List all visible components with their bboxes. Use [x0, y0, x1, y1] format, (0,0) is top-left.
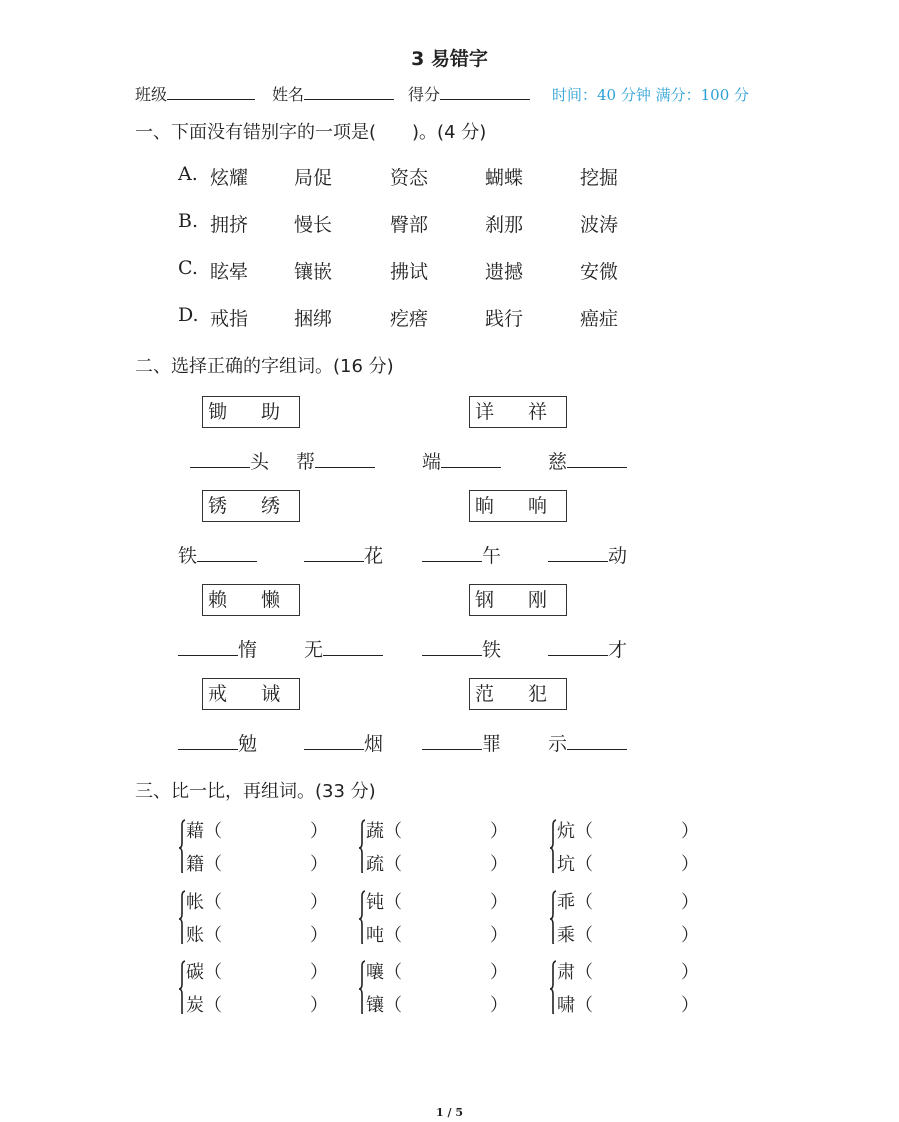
answer-blank[interactable]: [567, 731, 627, 750]
q1-option-word: 蝴蝶: [485, 167, 524, 189]
score-label: 得分: [408, 85, 441, 104]
time-info: 时间：40 分钟 满分：100 分: [552, 86, 750, 104]
q2-fill-char: 烟: [364, 733, 384, 755]
q3-char: 乘: [557, 925, 575, 946]
q2-fill-item: [296, 447, 375, 474]
q2-fill-char: 惰: [238, 639, 258, 661]
paren-open: （: [204, 854, 222, 875]
q1-option-word: 戒指: [210, 308, 249, 330]
answer-blank[interactable]: [304, 731, 364, 750]
q3-char-item: [557, 888, 699, 914]
paren-open: （: [204, 925, 222, 946]
paren-close: ）: [490, 995, 508, 1016]
q2-fill-char: 勉: [238, 733, 258, 755]
q3-char: 碳: [186, 962, 204, 983]
q3-char-item: [557, 817, 699, 843]
brace-icon: [179, 819, 185, 873]
q2-fill-char: 动: [608, 545, 628, 567]
q2-fill-item: [304, 541, 383, 568]
q3-char-item: [186, 921, 328, 947]
page-title: 3 易错字: [411, 48, 488, 70]
q3-char-item: [557, 850, 699, 876]
paren-open: （: [204, 821, 222, 842]
paren-close: ）: [681, 962, 699, 983]
q2-right-char-box: 钢 刚: [469, 584, 567, 616]
answer-blank[interactable]: [422, 731, 482, 750]
q1-option-word: 遗撼: [485, 261, 524, 283]
brace-icon: [179, 890, 185, 944]
paren-open: （: [384, 821, 402, 842]
paren-close: ）: [490, 925, 508, 946]
q3-char: 坑: [557, 854, 575, 875]
q2-fill-char: 示: [548, 733, 568, 755]
paren-close: ）: [490, 854, 508, 875]
paren-open: （: [575, 892, 593, 913]
q1-option-word: 癌症: [580, 308, 619, 330]
q2-fill-char: 慈: [548, 451, 568, 473]
q2-fill-item: [548, 541, 627, 568]
q1-option-word: 慢长: [294, 214, 333, 236]
q3-char: 蔬: [366, 821, 384, 842]
name-blank[interactable]: [304, 85, 394, 100]
q1-option-letter[interactable]: B.: [178, 210, 199, 232]
answer-blank[interactable]: [190, 449, 250, 468]
q3-title: 三、比一比，再组词。(33 分): [135, 781, 376, 802]
q2-left-char-box: 锈 绣: [202, 490, 300, 522]
q1-title: 一、下面没有错别字的一项是( )。(4 分): [135, 122, 487, 143]
q3-char: 啸: [557, 995, 575, 1016]
brace-icon: [550, 960, 556, 1014]
q3-char-item: [366, 958, 508, 984]
q1-option-letter[interactable]: D.: [178, 304, 199, 326]
q3-char-item: [186, 958, 328, 984]
q3-char-item: [557, 958, 699, 984]
paren-close: ）: [681, 821, 699, 842]
q1-option-word: 眩晕: [210, 261, 249, 283]
brace-icon: [359, 890, 365, 944]
q2-fill-item: [178, 541, 257, 568]
paren-close: ）: [310, 821, 328, 842]
q2-fill-char: 午: [482, 545, 502, 567]
q2-fill-char: 端: [422, 451, 442, 473]
q1-option-word: 疙瘩: [390, 308, 429, 330]
answer-blank[interactable]: [304, 543, 364, 562]
q3-char: 吨: [366, 925, 384, 946]
q2-fill-char: 花: [364, 545, 384, 567]
paren-open: （: [575, 995, 593, 1016]
answer-blank[interactable]: [567, 449, 627, 468]
q2-fill-item: [178, 635, 257, 662]
q3-char-item: [186, 991, 328, 1017]
q1-option-word: 刹那: [485, 214, 524, 236]
brace-icon: [550, 890, 556, 944]
q1-option-word: 资态: [390, 167, 429, 189]
paren-open: （: [384, 854, 402, 875]
paren-close: ）: [310, 995, 328, 1016]
q3-char-item: [366, 817, 508, 843]
paren-close: ）: [681, 925, 699, 946]
class-label: 班级: [135, 85, 168, 104]
paren-close: ）: [490, 962, 508, 983]
q3-char-item: [366, 850, 508, 876]
paren-close: ）: [681, 854, 699, 875]
name-label: 姓名: [272, 85, 305, 104]
paren-open: （: [204, 995, 222, 1016]
paren-open: （: [204, 962, 222, 983]
paren-open: （: [384, 962, 402, 983]
q1-option-word: 安微: [580, 261, 619, 283]
paren-open: （: [204, 892, 222, 913]
paren-open: （: [575, 854, 593, 875]
q3-char: 炭: [186, 995, 204, 1016]
q3-char: 肃: [557, 962, 575, 983]
q2-left-char-box: 赖 懒: [202, 584, 300, 616]
q2-fill-char: 铁: [482, 639, 502, 661]
q3-char-item: [557, 921, 699, 947]
q1-option-word: 镶嵌: [294, 261, 333, 283]
q3-char: 账: [186, 925, 204, 946]
q3-char: 钝: [366, 892, 384, 913]
q2-left-char-box: 锄 助: [202, 396, 300, 428]
answer-blank[interactable]: [422, 637, 482, 656]
q1-option-word: 拂试: [390, 261, 429, 283]
q2-fill-item: [422, 541, 501, 568]
q3-char: 乖: [557, 892, 575, 913]
paren-close: ）: [310, 854, 328, 875]
q3-char-item: [366, 991, 508, 1017]
q1-option-letter[interactable]: C.: [178, 257, 198, 279]
q2-fill-item: [178, 729, 257, 756]
q2-fill-char: 头: [250, 451, 270, 473]
q2-fill-char: 才: [608, 639, 628, 661]
q2-left-char-box: 戒 诫: [202, 678, 300, 710]
paren-close: ）: [681, 995, 699, 1016]
q3-char-item: [186, 817, 328, 843]
paren-close: ）: [310, 925, 328, 946]
paren-open: （: [575, 821, 593, 842]
paren-close: ）: [490, 821, 508, 842]
q2-fill-item: [422, 447, 501, 474]
q3-char-item: [186, 850, 328, 876]
q2-fill-item: [548, 729, 627, 756]
q3-char: 炕: [557, 821, 575, 842]
q2-fill-item: [190, 447, 269, 474]
answer-blank[interactable]: [197, 543, 257, 562]
answer-blank[interactable]: [315, 449, 375, 468]
q1-option-word: 炫耀: [210, 167, 249, 189]
paren-open: （: [575, 925, 593, 946]
q3-char: 疏: [366, 854, 384, 875]
paren-close: ）: [310, 962, 328, 983]
answer-blank[interactable]: [178, 637, 238, 656]
q2-fill-item: [422, 729, 501, 756]
q2-fill-item: [548, 447, 627, 474]
q2-fill-char: 铁: [178, 545, 198, 567]
page-number: 1 / 5: [436, 1106, 463, 1119]
q2-right-char-box: 详 祥: [469, 396, 567, 428]
q2-right-char-box: 晌 响: [469, 490, 567, 522]
score-field: [408, 82, 530, 105]
paren-open: （: [575, 962, 593, 983]
paren-open: （: [384, 925, 402, 946]
brace-icon: [359, 960, 365, 1014]
q1-option-word: 局促: [294, 167, 333, 189]
class-field: [135, 82, 255, 105]
answer-blank[interactable]: [441, 449, 501, 468]
q3-char: 藉: [186, 821, 204, 842]
q2-fill-item: [548, 635, 627, 662]
answer-blank[interactable]: [548, 543, 608, 562]
q2-fill-char: 帮: [296, 451, 316, 473]
q2-fill-char: 罪: [482, 733, 502, 755]
paren-close: ）: [310, 892, 328, 913]
q2-fill-item: [422, 635, 501, 662]
q1-option-word: 挖掘: [580, 167, 619, 189]
score-blank[interactable]: [440, 85, 530, 100]
q3-char: 镶: [366, 995, 384, 1016]
q2-fill-item: [304, 635, 383, 662]
brace-icon: [359, 819, 365, 873]
answer-blank[interactable]: [323, 637, 383, 656]
paren-close: ）: [681, 892, 699, 913]
q2-fill-item: [304, 729, 383, 756]
q3-char: 籍: [186, 854, 204, 875]
q3-char: 帐: [186, 892, 204, 913]
q2-title: 二、选择正确的字组词。(16 分): [135, 356, 394, 377]
q1-option-word: 拥挤: [210, 214, 249, 236]
brace-icon: [179, 960, 185, 1014]
paren-open: （: [384, 892, 402, 913]
q2-fill-char: 无: [304, 639, 324, 661]
q3-char-item: [366, 921, 508, 947]
answer-blank[interactable]: [548, 637, 608, 656]
q1-option-word: 波涛: [580, 214, 619, 236]
q3-char-item: [557, 991, 699, 1017]
class-blank[interactable]: [167, 85, 255, 100]
q1-option-word: 践行: [485, 308, 524, 330]
q2-right-char-box: 范 犯: [469, 678, 567, 710]
q3-char-item: [186, 888, 328, 914]
q3-char: 嚷: [366, 962, 384, 983]
q1-option-word: 捆绑: [294, 308, 333, 330]
name-field: [272, 82, 394, 105]
q3-char-item: [366, 888, 508, 914]
brace-icon: [550, 819, 556, 873]
paren-open: （: [384, 995, 402, 1016]
q1-option-letter[interactable]: A.: [178, 163, 198, 185]
answer-blank[interactable]: [178, 731, 238, 750]
paren-close: ）: [490, 892, 508, 913]
q1-option-word: 臀部: [390, 214, 429, 236]
answer-blank[interactable]: [422, 543, 482, 562]
